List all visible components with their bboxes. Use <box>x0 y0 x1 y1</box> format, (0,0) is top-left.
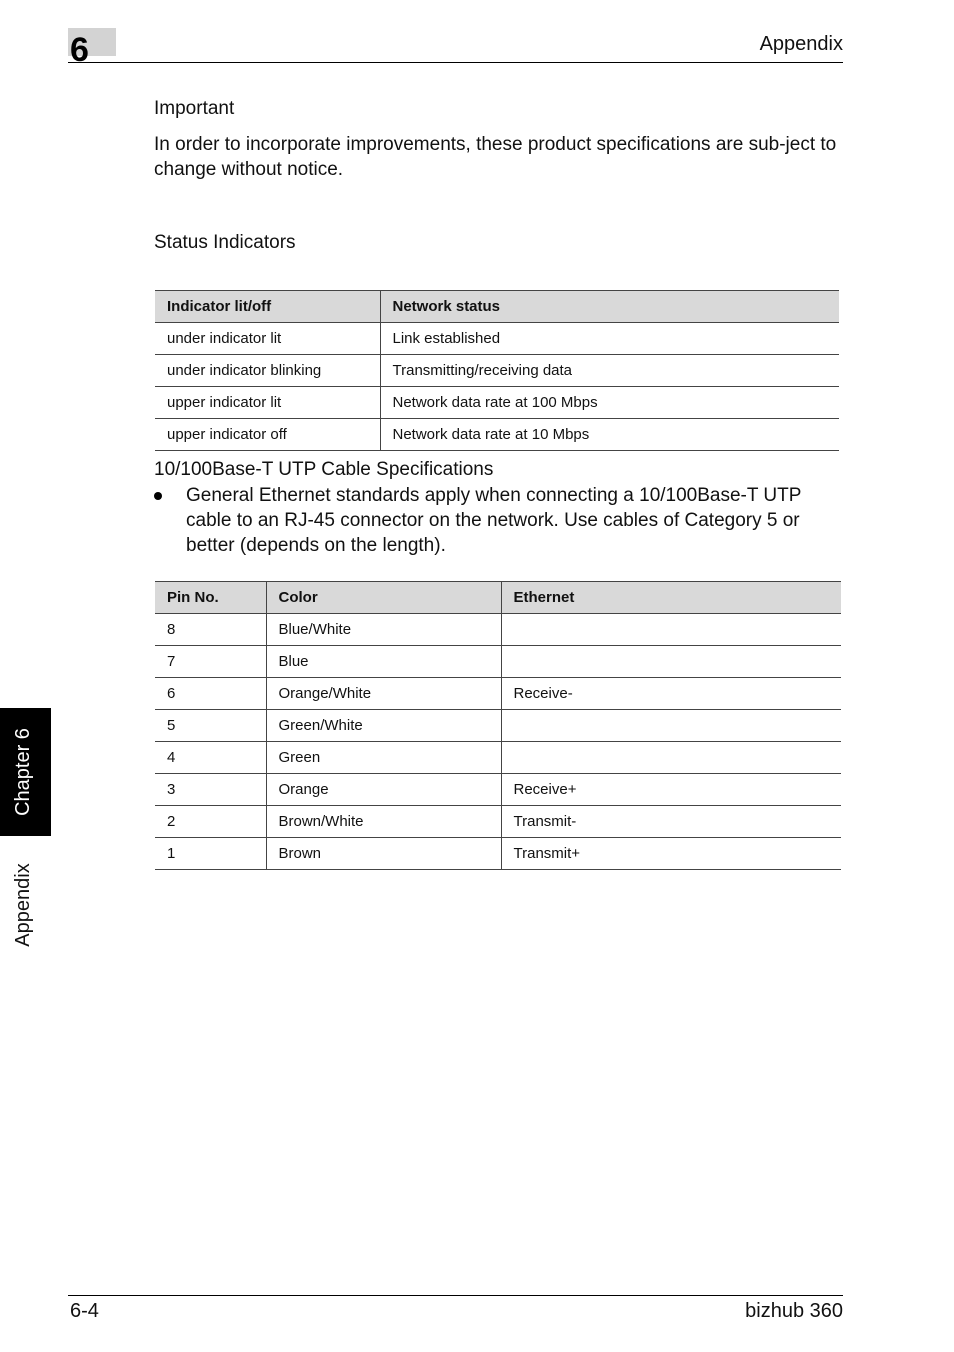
table-row <box>155 323 839 355</box>
table-cell: 1 <box>155 838 266 870</box>
table-cell: 7 <box>155 646 266 678</box>
table-cell: 8 <box>155 614 266 646</box>
table-row <box>155 355 839 387</box>
bullet-text: General Ethernet standards apply when connecting a 10/100Base-T UTP cable to an RJ-45 connector on the network. Use cables of Category 5 or better (depends on the length). <box>186 485 802 556</box>
table-cell: 2 <box>155 806 266 838</box>
footer-divider <box>68 1295 843 1296</box>
table-cell: 6 <box>155 678 266 710</box>
table-cell: upper indicator off <box>155 419 380 451</box>
column-header: Pin No. <box>155 582 266 614</box>
table-cell: 4 <box>155 742 266 774</box>
table-header-row <box>155 582 841 614</box>
table-row <box>155 742 841 774</box>
table-row <box>155 678 841 710</box>
header-divider <box>68 62 843 63</box>
side-tab-chapter-label: Chapter 6 <box>12 728 34 816</box>
table-cell: Transmit- <box>501 806 841 838</box>
table-row <box>155 710 841 742</box>
table-row <box>155 806 841 838</box>
table-cell: 5 <box>155 710 266 742</box>
table-cell: Blue <box>266 646 501 678</box>
bullet-icon <box>154 492 162 500</box>
pin-assignment-table <box>155 581 841 870</box>
table-row <box>155 774 841 806</box>
column-header: Network status <box>380 291 839 323</box>
column-header: Indicator lit/off <box>155 291 380 323</box>
table-cell: Receive- <box>501 678 841 710</box>
table-cell: Network data rate at 10 Mbps <box>380 419 839 451</box>
table-cell: Transmitting/receiving data <box>380 355 839 387</box>
table-cell: Network data rate at 100 Mbps <box>380 387 839 419</box>
product-name: bizhub 360 <box>745 1300 843 1322</box>
cable-specs-heading: 10/100Base-T UTP Cable Specifications <box>154 459 494 480</box>
table-cell: upper indicator lit <box>155 387 380 419</box>
table-row <box>155 646 841 678</box>
table-cell: Transmit+ <box>501 838 841 870</box>
table-cell: Green/White <box>266 710 501 742</box>
table-cell: Brown/White <box>266 806 501 838</box>
table-cell <box>501 742 841 774</box>
column-header: Color <box>266 582 501 614</box>
header-title: Appendix <box>759 33 843 55</box>
table-cell: under indicator lit <box>155 323 380 355</box>
table-cell: Blue/White <box>266 614 501 646</box>
table-row <box>155 387 839 419</box>
important-text: In order to incorporate improvements, these product specifications are sub-ject to change without notice. <box>154 134 837 180</box>
table-cell <box>501 614 841 646</box>
table-row <box>155 419 839 451</box>
table-cell: Green <box>266 742 501 774</box>
table-row <box>155 614 841 646</box>
status-indicators-heading: Status Indicators <box>154 232 296 253</box>
chapter-number: 6 <box>70 31 89 69</box>
table-header-row <box>155 291 839 323</box>
table-cell <box>501 710 841 742</box>
table-cell: Link established <box>380 323 839 355</box>
important-heading: Important <box>154 98 235 119</box>
table-cell: Receive+ <box>501 774 841 806</box>
table-cell: Orange/White <box>266 678 501 710</box>
side-tab-section-label: Appendix <box>12 863 34 947</box>
table-cell: under indicator blinking <box>155 355 380 387</box>
status-indicators-table <box>155 290 839 451</box>
table-cell: Orange <box>266 774 501 806</box>
table-cell: Brown <box>266 838 501 870</box>
table-cell: 3 <box>155 774 266 806</box>
table-cell <box>501 646 841 678</box>
table-row <box>155 838 841 870</box>
column-header: Ethernet <box>501 582 841 614</box>
page-number: 6-4 <box>70 1300 99 1322</box>
